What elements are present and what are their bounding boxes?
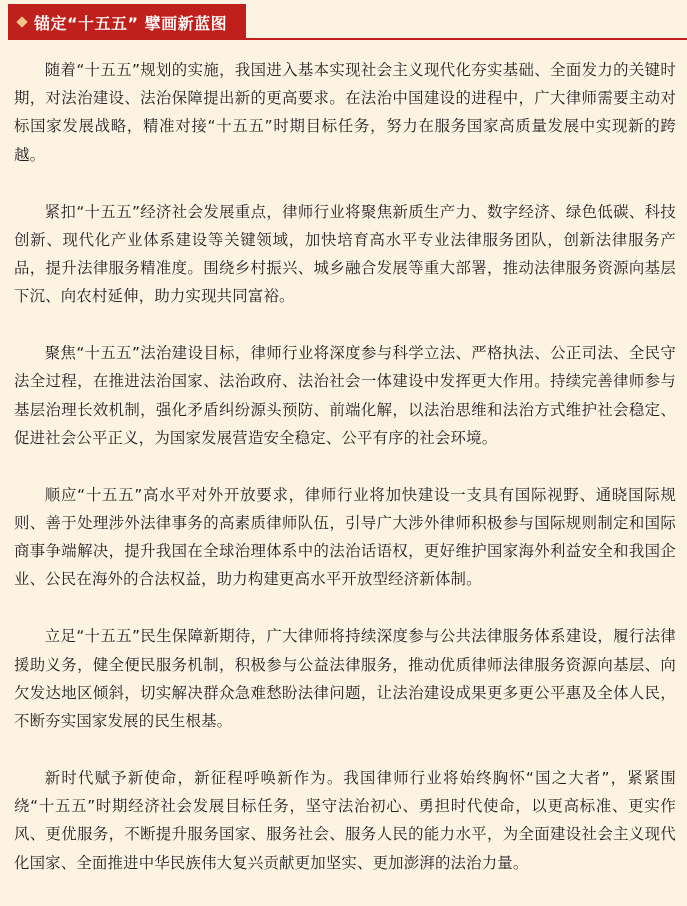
paragraph: 聚焦“十五五”法治建设目标，律师行业将深度参与科学立法、严格执法、公正司法、全民守法全过程，在推进法治国家、法治政府、法治社会一体建设中发挥更大作用。持续完善律师参与基层治理长效机制，强化矛盾纠纷源头预防、前端化解，以法治思维和法治方式维护社会稳定、促进社会公平正义，为国家发展营造安全稳定、公平有序的社会环境。 [14,344,676,447]
diamond-icon [16,16,27,27]
article-body [14,56,676,906]
paragraph: 新时代赋予新使命，新征程呼唤新作为。我国律师行业将始终胸怀“国之大者”，紧紧围绕“十五五”时期经济社会发展目标任务，坚守法治初心、勇担时代使命，以更高标准、更实作风、更优服务，不断提升服务国家、服务社会、服务人民的能力水平，为全面建设社会主义现代化国家、全面推进中华民族伟大复兴贡献更加坚实、更加澎湃的法治力量。 [14,769,676,872]
paragraph: 随着“十五五”规划的实施，我国进入基本实现社会主义现代化夯实基础、全面发力的关键时期，对法治建设、法治保障提出新的更高要求。在法治中国建设的进程中，广大律师需要主动对标国家发展战略，精准对接“十五五”时期目标任务，努力在服务国家高质量发展中实现新的跨越。 [14,61,676,164]
paragraph: 顺应“十五五”高水平对外开放要求，律师行业将加快建设一支具有国际视野、通晓国际规则、善于处理涉外法律事务的高素质律师队伍，引导广大涉外律师积极参与国际规则制定和国际商事争端解决，提升我国在全球治理体系中的法治话语权，更好维护国家海外利益安全和我国企业、公民在海外的合法权益，助力构建更高水平开放型经济新体制。 [14,485,676,589]
section-header [0,0,687,44]
paragraph: 紧扣“十五五”经济社会发展重点，律师行业将聚焦新质生产力、数字经济、绿色低碳、科技创新、现代化产业体系建设等关键领域，加快培育高水平专业法律服务团队，创新法律服务产品，提升法律服务精准度。围绕乡村振兴、城乡融合发展等重大部署，推动法律服务资源向基层下沉、向农村延伸，助力实现共同富裕。 [14,202,676,306]
section-title: 锚定“十五五” 擘画新蓝图 [34,13,228,33]
header-divider [246,38,687,40]
section-title-tab [8,4,246,40]
paragraph: 立足“十五五”民生保障新期待，广大律师将持续深度参与公共法律服务体系建设，履行法律援助义务，健全便民服务机制，积极参与公益法律服务，推动优质律师法律服务资源向基层、向欠发达地区倾斜，切实解决群众急难愁盼法律问题，让法治建设成果更多更公平惠及全体人民，不断夯实国家发展的民生根基。 [14,627,676,731]
